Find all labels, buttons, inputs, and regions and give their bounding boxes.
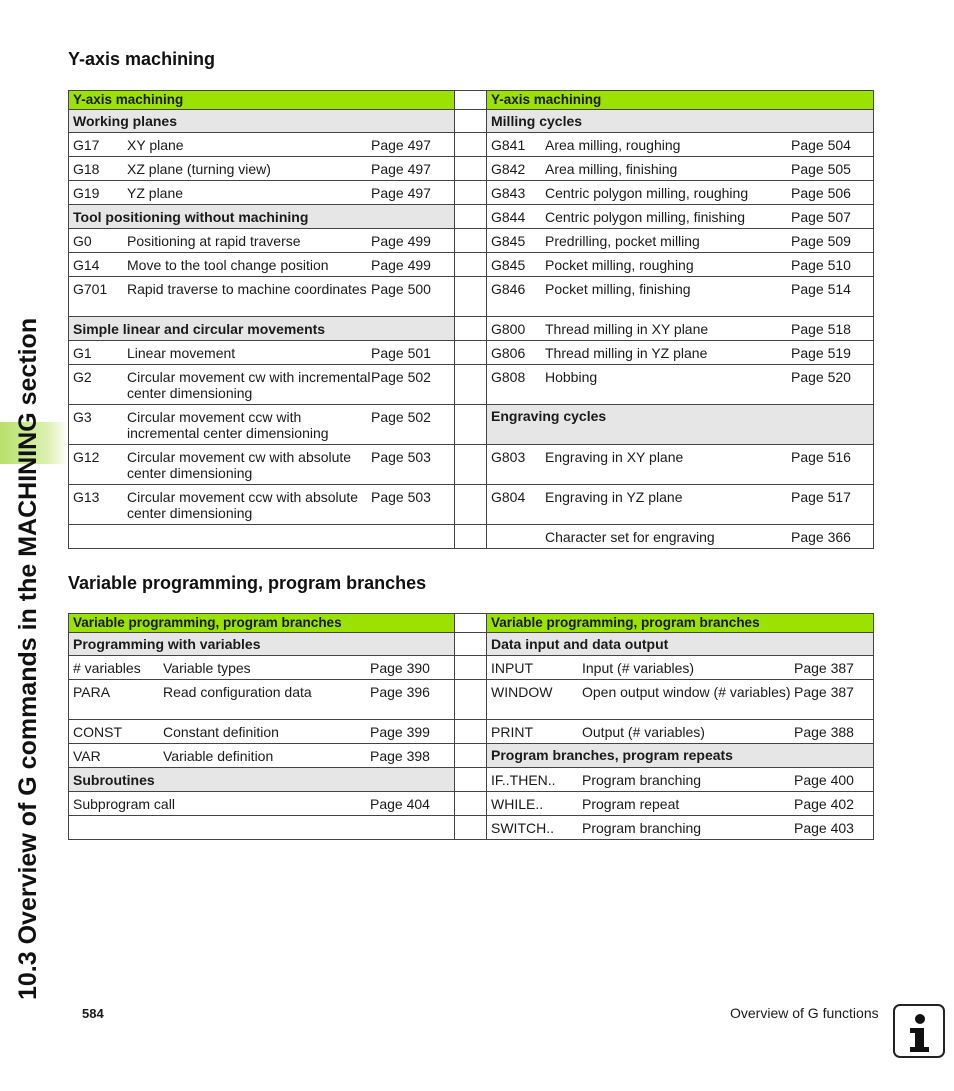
entry-left-inner bbox=[73, 233, 450, 249]
entry-right-inner bbox=[491, 321, 869, 337]
entry-code: CONST bbox=[73, 724, 122, 740]
entry-left bbox=[69, 720, 455, 744]
variable-table-body bbox=[69, 614, 874, 840]
entry-page-ref: Page 516 bbox=[791, 449, 851, 465]
entry-code: G701 bbox=[73, 281, 108, 297]
entry-code: G3 bbox=[73, 409, 92, 425]
spacer-cell bbox=[455, 91, 487, 110]
table-row bbox=[69, 445, 874, 485]
entry-left-inner bbox=[73, 281, 450, 297]
entry-description: Engraving in XY plane bbox=[545, 449, 684, 465]
entry-right bbox=[487, 445, 874, 485]
spacer-cell bbox=[455, 744, 487, 768]
entry-code: G845 bbox=[491, 233, 526, 249]
entry-left bbox=[69, 157, 455, 181]
entry-left bbox=[69, 744, 455, 768]
entry-description: YZ plane bbox=[127, 185, 184, 201]
entry-page-ref: Page 517 bbox=[791, 489, 851, 505]
entry-page-ref: Page 503 bbox=[371, 449, 431, 465]
chapter-side-title: 10.3 Overview of G commands in the MACHINING section bbox=[14, 317, 42, 1000]
entry-right-inner bbox=[491, 233, 869, 249]
entry-description: XY plane bbox=[127, 137, 184, 153]
table-row bbox=[69, 405, 874, 445]
entry-description: Character set for engraving bbox=[545, 529, 715, 545]
entry-right bbox=[487, 277, 874, 317]
spacer-cell bbox=[455, 253, 487, 277]
entry-right bbox=[487, 768, 874, 792]
entry-description: Thread milling in YZ plane bbox=[545, 345, 708, 361]
entry-code: G841 bbox=[491, 137, 526, 153]
entry-left-inner bbox=[73, 369, 450, 401]
entry-left-inner bbox=[73, 684, 450, 700]
entry-page-ref: Page 398 bbox=[370, 748, 430, 764]
entry-right-inner bbox=[491, 345, 869, 361]
entry-code: G808 bbox=[491, 369, 526, 385]
spacer-cell bbox=[455, 405, 487, 445]
entry-description: Pocket milling, roughing bbox=[545, 257, 694, 273]
entry-page-ref: Page 500 bbox=[371, 281, 431, 297]
entry-left-inner bbox=[73, 409, 450, 441]
entry-page-ref: Page 502 bbox=[371, 369, 431, 385]
entry-code: G843 bbox=[491, 185, 526, 201]
entry-description: Variable types bbox=[163, 660, 251, 676]
entry-right-inner bbox=[491, 281, 869, 297]
entry-page-ref: Page 497 bbox=[371, 137, 431, 153]
spacer-cell bbox=[455, 341, 487, 365]
entry-code: G845 bbox=[491, 257, 526, 273]
entry-code: G842 bbox=[491, 161, 526, 177]
entry-left bbox=[69, 341, 455, 365]
entry-right bbox=[487, 525, 874, 549]
entry-page-ref: Page 497 bbox=[371, 185, 431, 201]
table-row bbox=[69, 365, 874, 405]
entry-page-ref: Page 507 bbox=[791, 209, 851, 225]
page-number: 584 bbox=[82, 1006, 104, 1021]
entry-page-ref: Page 499 bbox=[371, 257, 431, 273]
entry-right bbox=[487, 680, 874, 720]
entry-right-inner bbox=[491, 137, 869, 153]
entry-page-ref: Page 501 bbox=[371, 345, 431, 361]
table-row bbox=[69, 341, 874, 365]
entry-left-inner bbox=[73, 257, 450, 273]
entry-left-inner bbox=[73, 489, 450, 521]
entry-description: Thread milling in XY plane bbox=[545, 321, 709, 337]
spacer-cell bbox=[455, 792, 487, 816]
spacer-cell bbox=[455, 525, 487, 549]
entry-page-ref: Page 518 bbox=[791, 321, 851, 337]
entry-description: Circular movement ccw with incremental center dimensioning bbox=[127, 409, 329, 441]
entry-page-ref: Page 400 bbox=[794, 772, 854, 788]
entry-description: Area milling, finishing bbox=[545, 161, 678, 177]
spacer-cell bbox=[455, 768, 487, 792]
entry-page-ref: Page 396 bbox=[370, 684, 430, 700]
entry-code: G13 bbox=[73, 489, 100, 505]
entry-page-ref: Page 506 bbox=[791, 185, 851, 201]
entry-code: # variables bbox=[73, 660, 141, 676]
entry-code: SWITCH.. bbox=[491, 820, 554, 836]
entry-description: Input (# variables) bbox=[582, 660, 695, 676]
table-row bbox=[69, 816, 874, 840]
spacer-cell bbox=[455, 110, 487, 133]
table-header-row bbox=[69, 91, 874, 110]
spacer-cell bbox=[455, 317, 487, 341]
entry-right-inner bbox=[491, 489, 869, 505]
spacer-cell bbox=[455, 680, 487, 720]
entry-page-ref: Page 510 bbox=[791, 257, 851, 273]
entry-description: Circular movement ccw with absolute center dimensioning bbox=[127, 489, 359, 521]
spacer-cell bbox=[455, 633, 487, 656]
entry-page-ref: Page 509 bbox=[791, 233, 851, 249]
spacer-cell bbox=[455, 445, 487, 485]
subheading-left: Programming with variables bbox=[69, 633, 455, 656]
table-row bbox=[69, 525, 874, 549]
section-heading-y-axis: Y-axis machining bbox=[68, 49, 216, 69]
entry-right-inner bbox=[491, 161, 869, 177]
entry-left bbox=[69, 181, 455, 205]
entry-code: G844 bbox=[491, 209, 526, 225]
entry-page-ref: Page 390 bbox=[370, 660, 430, 676]
subheading-right: Milling cycles bbox=[487, 110, 874, 133]
header-right: Y-axis machining bbox=[487, 91, 874, 110]
entry-left-inner bbox=[73, 345, 450, 361]
entry-left bbox=[69, 365, 455, 405]
spacer-cell bbox=[455, 277, 487, 317]
entry-code: G800 bbox=[491, 321, 526, 337]
entry-description: Centric polygon milling, roughing bbox=[545, 185, 749, 201]
entry-right bbox=[487, 253, 874, 277]
subheading-right: Program branches, program repeats bbox=[487, 744, 874, 768]
spacer-cell bbox=[455, 614, 487, 633]
entry-page-ref: Page 366 bbox=[791, 529, 851, 545]
entry-code: G19 bbox=[73, 185, 100, 201]
subheading-right: Engraving cycles bbox=[487, 405, 874, 445]
entry-right bbox=[487, 816, 874, 840]
entry-code: G12 bbox=[73, 449, 100, 465]
y-axis-table-body bbox=[69, 91, 874, 549]
entry-description: Pocket milling, finishing bbox=[545, 281, 691, 297]
header-left: Y-axis machining bbox=[69, 91, 455, 110]
entry-description: Program repeat bbox=[582, 796, 680, 812]
entry-right bbox=[487, 720, 874, 744]
entry-page-ref: Page 520 bbox=[791, 369, 851, 385]
entry-right bbox=[487, 229, 874, 253]
table-row bbox=[69, 656, 874, 680]
spacer-cell bbox=[455, 229, 487, 253]
table-row bbox=[69, 253, 874, 277]
entry-description: Circular movement cw with incremental center dimensioning bbox=[127, 369, 371, 401]
table-row bbox=[69, 720, 874, 744]
entry-code: G803 bbox=[491, 449, 526, 465]
variable-programming-table bbox=[68, 613, 874, 840]
entry-description: Rapid traverse to machine coordinates bbox=[127, 281, 367, 297]
entry-description: Program branching bbox=[582, 772, 702, 788]
entry-left bbox=[69, 656, 455, 680]
entry-right-inner bbox=[491, 209, 869, 225]
entry-left bbox=[69, 229, 455, 253]
entry-code: WINDOW bbox=[491, 684, 553, 700]
entry-description: Engraving in YZ plane bbox=[545, 489, 683, 505]
entry-right-inner bbox=[491, 257, 869, 273]
table-row bbox=[69, 317, 874, 341]
entry-page-ref: Page 503 bbox=[371, 489, 431, 505]
spacer-cell bbox=[455, 816, 487, 840]
entry-right bbox=[487, 485, 874, 525]
spacer-cell bbox=[455, 720, 487, 744]
entry-left bbox=[69, 525, 455, 549]
entry-description: Predrilling, pocket milling bbox=[545, 233, 700, 249]
entry-right-inner bbox=[491, 660, 869, 676]
footer-title: Overview of G functions bbox=[730, 1005, 879, 1021]
entry-page-ref: Page 519 bbox=[791, 345, 851, 361]
entry-page-ref: Page 387 bbox=[794, 684, 854, 700]
entry-left bbox=[69, 792, 455, 816]
subheading-right: Data input and data output bbox=[487, 633, 874, 656]
table-row bbox=[69, 277, 874, 317]
entry-page-ref: Page 388 bbox=[794, 724, 854, 740]
entry-left-inner bbox=[73, 724, 450, 740]
entry-left bbox=[69, 680, 455, 720]
entry-right bbox=[487, 317, 874, 341]
table-row bbox=[69, 157, 874, 181]
spacer-cell bbox=[455, 656, 487, 680]
entry-right bbox=[487, 133, 874, 157]
table-row bbox=[69, 768, 874, 792]
entry-description: Output (# variables) bbox=[582, 724, 705, 740]
spacer-cell bbox=[455, 157, 487, 181]
entry-page-ref: Page 504 bbox=[791, 137, 851, 153]
entry-right bbox=[487, 341, 874, 365]
table-row bbox=[69, 485, 874, 525]
entry-code: G806 bbox=[491, 345, 526, 361]
entry-left-inner bbox=[73, 660, 450, 676]
entry-left bbox=[69, 277, 455, 317]
entry-left bbox=[69, 405, 455, 445]
table-row bbox=[69, 744, 874, 768]
table-row bbox=[69, 792, 874, 816]
entry-right bbox=[487, 157, 874, 181]
entry-left bbox=[69, 816, 455, 840]
entry-left-inner bbox=[73, 796, 450, 812]
entry-page-ref: Page 499 bbox=[371, 233, 431, 249]
table-row bbox=[69, 110, 874, 133]
entry-code: WHILE.. bbox=[491, 796, 544, 812]
entry-code: G846 bbox=[491, 281, 526, 297]
entry-code: G14 bbox=[73, 257, 100, 273]
spacer-cell bbox=[455, 181, 487, 205]
entry-right-inner bbox=[491, 185, 869, 201]
entry-right-inner bbox=[491, 529, 869, 545]
entry-left bbox=[69, 485, 455, 525]
entry-description: Positioning at rapid traverse bbox=[127, 233, 301, 249]
entry-code: G17 bbox=[73, 137, 100, 153]
entry-right-inner bbox=[491, 449, 869, 465]
entry-right-inner bbox=[491, 820, 869, 836]
entry-right bbox=[487, 181, 874, 205]
entry-description: Area milling, roughing bbox=[545, 137, 681, 153]
entry-page-ref: Page 399 bbox=[370, 724, 430, 740]
entry-left-inner bbox=[73, 185, 450, 201]
subheading-left: Simple linear and circular movements bbox=[69, 317, 455, 341]
section-heading-variable-programming: Variable programming, program branches bbox=[68, 573, 427, 593]
entry-page-ref: Page 387 bbox=[794, 660, 854, 676]
spacer-cell bbox=[455, 205, 487, 229]
table-row bbox=[69, 205, 874, 229]
entry-description: Variable definition bbox=[163, 748, 274, 764]
entry-page-ref: Page 505 bbox=[791, 161, 851, 177]
entry-right-inner bbox=[491, 369, 869, 385]
entry-description: XZ plane (turning view) bbox=[127, 161, 271, 177]
entry-left-inner bbox=[73, 748, 450, 764]
entry-description: Subprogram call bbox=[73, 796, 175, 812]
entry-description: Constant definition bbox=[163, 724, 279, 740]
table-row bbox=[69, 680, 874, 720]
spacer-cell bbox=[455, 485, 487, 525]
entry-left-inner bbox=[73, 137, 450, 153]
entry-description: Circular movement cw with absolute center dimensioning bbox=[127, 449, 352, 481]
entry-right bbox=[487, 656, 874, 680]
entry-code: G2 bbox=[73, 369, 92, 385]
entry-code: PRINT bbox=[491, 724, 533, 740]
entry-page-ref: Page 502 bbox=[371, 409, 431, 425]
entry-left bbox=[69, 445, 455, 485]
entry-code: VAR bbox=[73, 748, 101, 764]
entry-right bbox=[487, 792, 874, 816]
header-right: Variable programming, program branches bbox=[487, 614, 874, 633]
entry-code: G1 bbox=[73, 345, 92, 361]
entry-left bbox=[69, 253, 455, 277]
spacer-cell bbox=[455, 365, 487, 405]
table-row bbox=[69, 133, 874, 157]
table-row bbox=[69, 633, 874, 656]
entry-code: PARA bbox=[73, 684, 111, 700]
entry-code: G804 bbox=[491, 489, 526, 505]
entry-page-ref: Page 404 bbox=[370, 796, 430, 812]
subheading-left: Tool positioning without machining bbox=[69, 205, 455, 229]
entry-right-inner bbox=[491, 772, 869, 788]
header-left: Variable programming, program branches bbox=[69, 614, 455, 633]
entry-code: G0 bbox=[73, 233, 92, 249]
entry-code: G18 bbox=[73, 161, 100, 177]
entry-page-ref: Page 497 bbox=[371, 161, 431, 177]
entry-code: IF..THEN.. bbox=[491, 772, 556, 788]
entry-description: Linear movement bbox=[127, 345, 236, 361]
subheading-left: Subroutines bbox=[69, 768, 455, 792]
entry-description: Program branching bbox=[582, 820, 702, 836]
entry-left-inner bbox=[73, 449, 450, 481]
entry-right-inner bbox=[491, 724, 869, 740]
entry-description: Hobbing bbox=[545, 369, 598, 385]
entry-description: Move to the tool change position bbox=[127, 257, 329, 273]
entry-right-inner bbox=[491, 684, 869, 700]
entry-code: INPUT bbox=[491, 660, 533, 676]
entry-page-ref: Page 402 bbox=[794, 796, 854, 812]
table-row bbox=[69, 229, 874, 253]
entry-description: Centric polygon milling, finishing bbox=[545, 209, 745, 225]
spacer-cell bbox=[455, 133, 487, 157]
subheading-left: Working planes bbox=[69, 110, 455, 133]
y-axis-machining-table bbox=[68, 90, 874, 549]
info-icon-glyph bbox=[895, 1006, 943, 1056]
entry-description: Read configuration data bbox=[163, 684, 312, 700]
entry-left bbox=[69, 133, 455, 157]
entry-right bbox=[487, 365, 874, 405]
entry-right-inner bbox=[491, 796, 869, 812]
table-header-row bbox=[69, 614, 874, 633]
entry-description: Open output window (# variables) bbox=[582, 684, 791, 700]
info-icon bbox=[893, 1004, 945, 1058]
table-row bbox=[69, 181, 874, 205]
entry-right bbox=[487, 205, 874, 229]
entry-left-inner bbox=[73, 161, 450, 177]
entry-page-ref: Page 403 bbox=[794, 820, 854, 836]
entry-code bbox=[491, 529, 545, 545]
entry-page-ref: Page 514 bbox=[791, 281, 851, 297]
